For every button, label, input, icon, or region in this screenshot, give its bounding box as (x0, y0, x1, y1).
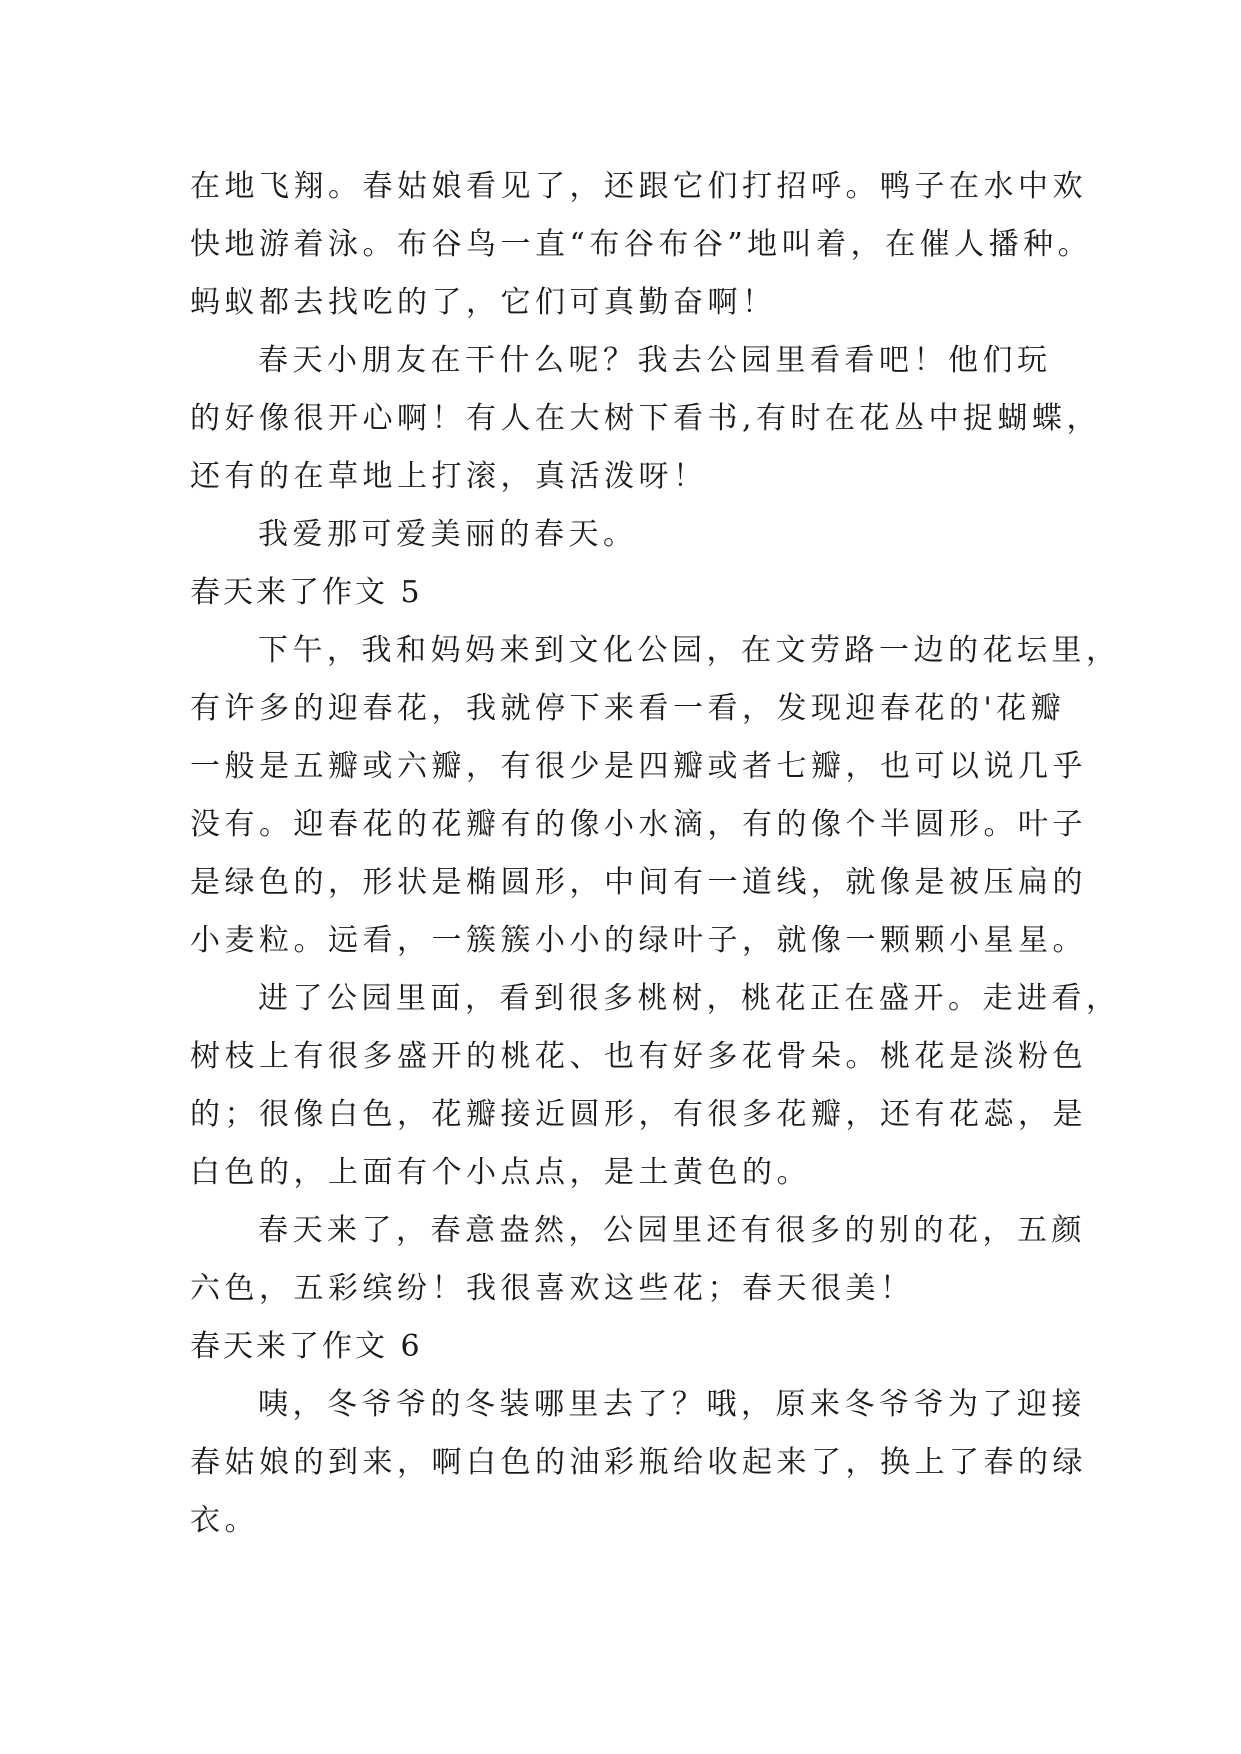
text-line: 春姑娘的到来，啊白色的油彩瓶给收起来了，换上了春的绿 (190, 1445, 1087, 1480)
text-line: 是绿色的，形状是椭圆形，中间有一道线，就像是被压扁的 (190, 865, 1087, 900)
paragraph-start-line: 我爱那可爱美丽的春天。 (258, 517, 638, 552)
text-line: 衣。 (190, 1503, 259, 1538)
text-line: 有许多的迎春花，我就停下来看一看，发现迎春花的'花瓣 (190, 691, 1066, 726)
text-line: 小麦粒。远看，一簇簇小小的绿叶子，就像一颗颗小星星。 (190, 923, 1087, 958)
text-line: 六色，五彩缤纷！我很喜欢这些花；春天很美！ (190, 1271, 915, 1306)
paragraph-start-line: 春天小朋友在干什么呢？我去公园里看看吧！他们玩 (258, 343, 1052, 378)
paragraph-start-line: 下午，我和妈妈来到文化公园，在文劳路一边的花坛里， (258, 633, 1121, 668)
text-line: 树枝上有很多盛开的桃花、也有好多花骨朵。桃花是淡粉色 (190, 1039, 1087, 1074)
text-line: 的好像很开心啊！有人在大树下看书,有时在花丛中捉蝴蝶， (190, 401, 1102, 436)
text-line: 一般是五瓣或六瓣，有很少是四瓣或者七瓣，也可以说几乎 (190, 749, 1087, 784)
text-line: 在地飞翔。春姑娘看见了，还跟它们打招呼。鸭子在水中欢 (190, 169, 1087, 204)
text-line: 的；很像白色，花瓣接近圆形，有很多花瓣，还有花蕊，是 (190, 1097, 1087, 1132)
section-heading: 春天来了作文 6 (190, 1329, 423, 1364)
text-line: 没有。迎春花的花瓣有的像小水滴，有的像个半圆形。叶子 (190, 807, 1087, 842)
paragraph-start-line: 进了公园里面，看到很多桃树，桃花正在盛开。走进看， (258, 981, 1121, 1016)
text-line: 白色的，上面有个小点点，是土黄色的。 (190, 1155, 811, 1190)
paragraph-start-line: 春天来了，春意盎然，公园里还有很多的别的花，五颜 (258, 1213, 1086, 1248)
document-page (190, 158, 1121, 1550)
text-line: 蚂蚁都去找吃的了，它们可真勤奋啊！ (190, 285, 777, 320)
text-line: 快地游着泳。布谷鸟一直“布谷布谷”地叫着，在催人播种。 (190, 227, 1093, 262)
section-heading: 春天来了作文 5 (190, 575, 423, 610)
text-line: 还有的在草地上打滚，真活泼呀！ (190, 459, 708, 494)
paragraph-start-line: 咦，冬爷爷的冬装哪里去了？哦，原来冬爷爷为了迎接 (258, 1387, 1086, 1422)
